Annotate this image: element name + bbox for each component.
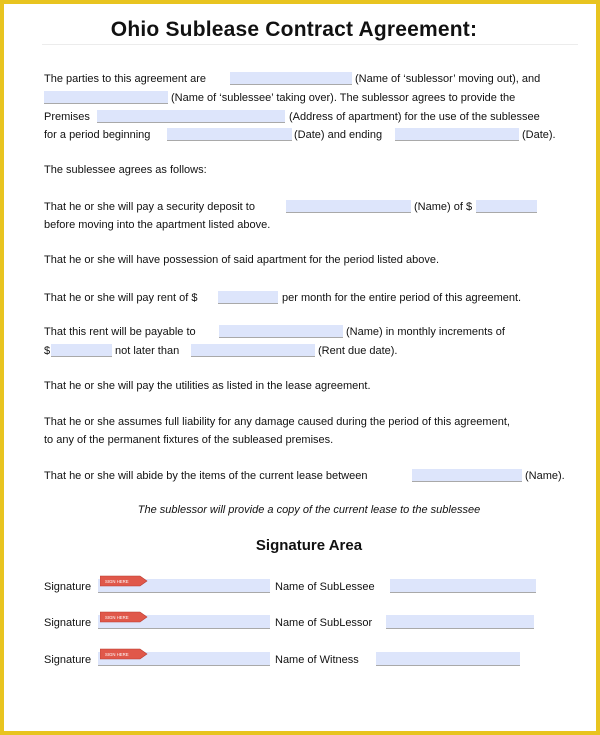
sublessee-label: (Name of ‘sublessee’ taking over). The sublessor agrees to provide the: [171, 92, 516, 104]
sign-here-arrow-icon: [100, 575, 148, 587]
premises-address-field[interactable]: [97, 110, 285, 123]
rent-amount-field[interactable]: [218, 291, 278, 304]
period-label: for a period beginning: [44, 129, 151, 141]
rent-text: That he or she will pay rent of $: [44, 292, 198, 304]
liability-text-2: to any of the permanent fixtures of the subleased premises.: [44, 434, 334, 446]
end-date-label: (Date).: [522, 129, 556, 141]
sublessee-printed-name-field[interactable]: [390, 579, 536, 593]
sublessee-name-field[interactable]: [44, 91, 168, 104]
possession-text: That he or she will have possession of said apartment for the period listed above.: [44, 254, 440, 266]
sublessor-printed-name-field[interactable]: [386, 615, 534, 629]
deposit-name-field[interactable]: [286, 200, 411, 213]
abide-name-label: (Name).: [525, 470, 565, 482]
copy-note: The sublessor will provide a copy of the current lease to the sublessee: [137, 504, 481, 516]
signature-label: Signature: [44, 617, 92, 629]
payee-name-field[interactable]: [219, 325, 343, 338]
end-date-field[interactable]: [395, 128, 519, 141]
witness-printed-name-field[interactable]: [376, 652, 520, 666]
sign-here-arrow-icon: [100, 611, 148, 623]
rent-due-date-field[interactable]: [191, 344, 315, 357]
sign-here-text: SIGN HERE: [105, 652, 129, 657]
rent-due-date-label: (Rent due date).: [318, 345, 398, 357]
increment-amount-field[interactable]: [51, 344, 112, 357]
parties-text: The parties to this agreement are: [44, 73, 207, 85]
rent-period-text: per month for the entire period of this agreement.: [282, 292, 522, 304]
abide-text: That he or she will abide by the items of the current lease between: [44, 470, 368, 482]
sign-here-text: SIGN HERE: [105, 615, 129, 620]
lease-parties-field[interactable]: [412, 469, 522, 482]
sign-here-text: SIGN HERE: [105, 579, 129, 584]
sublessee-name-label: Name of SubLessee: [275, 581, 375, 593]
document-title: Ohio Sublease Contract Agreement:: [110, 18, 478, 41]
start-date-field[interactable]: [167, 128, 292, 141]
sublessor-name-field[interactable]: [230, 72, 352, 85]
signature-label: Signature: [44, 581, 92, 593]
increments-label: (Name) in monthly increments of: [346, 326, 505, 338]
title-divider: [42, 44, 578, 45]
date-ending-label: (Date) and ending: [294, 129, 383, 141]
deposit-amount-field[interactable]: [476, 200, 537, 213]
deposit-amount-label: (Name) of $: [414, 201, 473, 213]
sublessor-label: (Name of ‘sublessor’ moving out), and: [355, 73, 541, 85]
deposit-text-2: before moving into the apartment listed above.: [44, 219, 271, 231]
dollar-sign: $: [44, 345, 51, 357]
agrees-heading: The sublessee agrees as follows:: [44, 164, 207, 176]
not-later-than-text: not later than: [115, 345, 180, 357]
sublessor-name-label: Name of SubLessor: [275, 617, 373, 629]
utilities-text: That he or she will pay the utilities as listed in the lease agreement.: [44, 380, 371, 392]
signature-label: Signature: [44, 654, 92, 666]
signature-area-heading: Signature Area: [255, 537, 363, 554]
sign-here-arrow-icon: [100, 648, 148, 660]
document-page: [4, 4, 596, 731]
liability-text: That he or she assumes full liability for any damage caused during the period of this agreement,: [44, 416, 510, 428]
address-label: (Address of apartment) for the use of the sublessee: [289, 111, 540, 123]
witness-name-label: Name of Witness: [275, 654, 359, 666]
deposit-text: That he or she will pay a security deposit to: [44, 201, 255, 213]
payable-text: That this rent will be payable to: [44, 326, 196, 338]
premises-label: Premises: [44, 111, 90, 123]
